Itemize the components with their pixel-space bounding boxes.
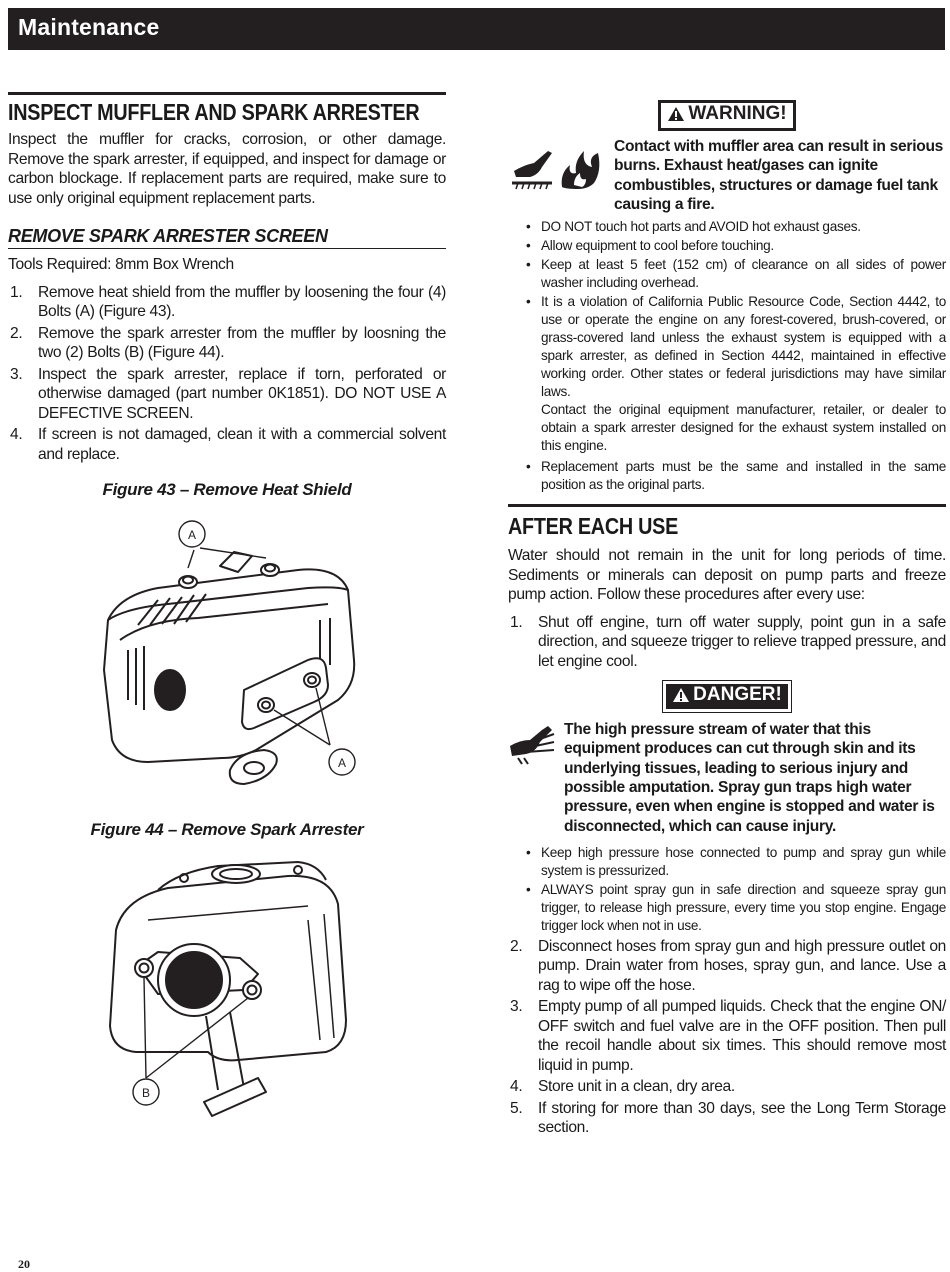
list-item: • It is a violation of California Public Resource Code, Section 4442, to use or operate the engine on any forest-covered, brush-covered, or grass-covered land unless the exhaust system is equipped with a spark arrester, as defined in Section 4442, maintained in effective working order. Other states or federal jurisdictions may have similar laws. Contact the original equipment manufacturer, retailer, or dealer to obtain a spark arrester designed for the exhaust system installed on this engine. [508, 293, 946, 455]
section-header-title: Maintenance [18, 14, 160, 40]
warning-block [508, 137, 946, 214]
page-number: 20 [18, 1257, 30, 1271]
section-rule [508, 504, 946, 507]
list-item: • Replacement parts must be the same and installed in the same position as the original parts. [508, 458, 946, 494]
figure-43-caption: Figure 43 – Remove Heat Shield [102, 480, 352, 499]
figure-44-spark-arrester [8, 840, 446, 1140]
warning-label: WARNING! [688, 103, 787, 124]
callout-b: B [141, 1086, 151, 1100]
danger-bullets [508, 844, 946, 935]
warning-bullets [508, 218, 946, 494]
spark-arrester-illustration [8, 840, 446, 1140]
list-item: • DO NOT touch hot parts and AVOID hot exhaust gases. [508, 218, 946, 236]
list-item: • Keep high pressure hose connected to pump and spray gun while system is pressurized. [508, 844, 946, 880]
removal-steps [8, 283, 446, 465]
danger-triangle-icon [672, 687, 690, 703]
danger-icon-wrap [508, 720, 556, 836]
left-column [8, 92, 446, 1140]
danger-badge [663, 681, 791, 712]
hot-surface-icon [512, 151, 552, 189]
warning-badge-wrap [508, 100, 946, 131]
danger-text: The high pressure stream of water that this equipment produces can cut through skin and its underlying tissues, leading to serious injury and possible amputation. Spray gun traps high water pressure, even when engine is stopped and water is disconnected, which can cause injury. [564, 721, 935, 835]
after-use-step-1 [508, 613, 946, 672]
danger-label: DANGER! [693, 684, 782, 706]
list-item: 2. Remove the spark arrester from the muffler by loosning the two (2) Bolts (B) (Figure 44). [10, 324, 446, 361]
list-item: 2. Disconnect hoses from spray gun and high pressure outlet on pump. Drain water from hoses, spray gun, and lance. Use a rag to wipe off the hose. [510, 937, 946, 994]
warning-triangle-icon [667, 106, 685, 122]
after-use-intro: Water should not remain in the unit for long periods of time. Sediments or minerals can deposit on pump parts and freeze pump action. Follow these procedures after every use: [508, 547, 946, 604]
list-item: • Allow equipment to cool before touching. [508, 237, 946, 255]
list-item: • ALWAYS point spray gun in safe direction and squeeze spray gun trigger, to release high pressure, every time you stop engine. Engage trigger lock when not in use. [508, 881, 946, 935]
list-item: 1. Remove heat shield from the muffler by loosening the four (4) Bolts (A) (Figure 43). [10, 283, 446, 320]
warning-text: Contact with muffler area can result in serious burns. Exhaust heat/gases can ignite combustibles, structures or damage fuel tank causing a fire. [614, 138, 944, 213]
callout-a-side: A [337, 756, 347, 770]
warning-badge [658, 100, 795, 131]
list-item: 5. If storing for more than 30 days, see the Long Term Storage section. [510, 1099, 946, 1137]
callout-a-top: A [187, 528, 197, 542]
danger-badge-wrap [508, 681, 946, 712]
muffler-intro: Inspect the muffler for cracks, corrosion, or other damage. Remove the spark arrester, if equipped, and inspect for damage or carbon blockage. If replacement parts are required, make sure to use only original equipment replacement parts. [8, 131, 446, 207]
list-item: 3. Empty pump of all pumped liquids. Check that the engine ON/ OFF switch and fuel valve are in the OFF position. Then pull the recoil handle about six times. This should remove most liquid in pump. [510, 998, 946, 1074]
section-title-after-use: AFTER EACH USE [508, 513, 679, 540]
heat-shield-illustration [8, 500, 446, 800]
list-item: 4. Store unit in a clean, dry area. [510, 1078, 735, 1096]
list-item: 3. Inspect the spark arrester, replace if torn, perforated or otherwise damaged (part number 0K1851). DO NOT USE A DEFECTIVE SCREEN. [10, 365, 446, 422]
warning-bullet-contact: Contact the original equipment manufacturer, retailer, or dealer to obtain a spark arrester designed for the exhaust system installed on this engine. [541, 402, 946, 454]
danger-block [508, 720, 946, 836]
high-pressure-spray-icon [508, 722, 556, 766]
subsection-title-spark-screen: REMOVE SPARK ARRESTER SCREEN [8, 226, 446, 249]
fire-icon [562, 151, 600, 189]
section-title-muffler: INSPECT MUFFLER AND SPARK ARRESTER [8, 99, 420, 125]
section-header-bar [8, 8, 945, 50]
after-use-steps [508, 937, 946, 1138]
list-item: 1. Shut off engine, turn off water supply, point gun in a safe direction, and squeeze trigger to relieve trapped pressure, and let engine cool. [510, 613, 946, 670]
figure-43-heat-shield [8, 500, 446, 800]
list-item: • Keep at least 5 feet (152 cm) of clearance on all sides of power washer including overhead. [508, 256, 946, 292]
tools-required: Tools Required: 8mm Box Wrench [8, 256, 234, 273]
right-column [508, 100, 946, 1140]
section-rule [8, 92, 446, 95]
figure-44-caption: Figure 44 – Remove Spark Arrester [90, 820, 364, 839]
list-item: 4. If screen is not damaged, clean it with a commercial solvent and replace. [10, 426, 446, 463]
warning-icons [508, 137, 606, 214]
